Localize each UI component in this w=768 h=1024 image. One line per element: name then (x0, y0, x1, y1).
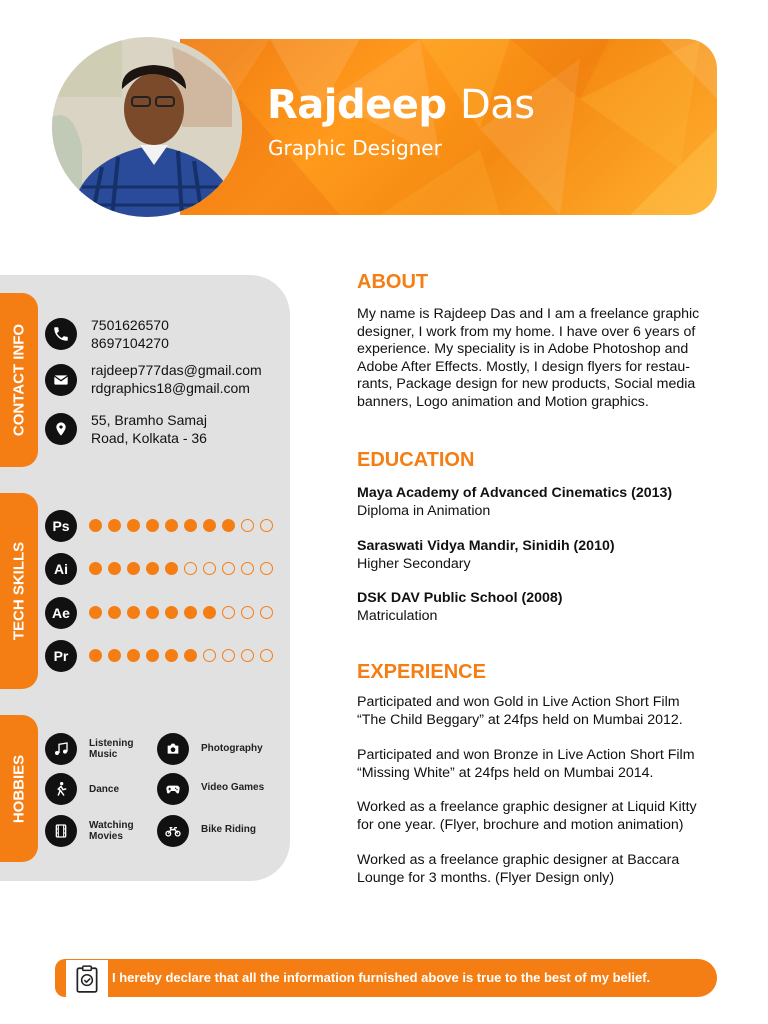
rating-dot-empty (203, 649, 216, 662)
rating-dot-filled (165, 649, 178, 662)
rating-dot-filled (165, 519, 178, 532)
experience-line: Participated and won Bronze in Live Action Short Film (357, 747, 695, 763)
contact-info-label: CONTACT INFO (10, 323, 28, 437)
hobby-label-line: Movies (89, 831, 123, 842)
hobbies-tab (0, 715, 38, 862)
hobby-label-line: Listening (89, 738, 134, 749)
education-item (357, 538, 737, 573)
job-title: Graphic Designer (268, 136, 442, 160)
skill-badge-ae: Ae (45, 597, 77, 629)
skill-rating-pr (89, 649, 273, 662)
phone-numbers (91, 316, 169, 352)
rating-dot-filled (222, 519, 235, 532)
email-2: rdgraphics18@gmail.com (91, 380, 250, 396)
experience-line: Worked as a freelance graphic designer at Liquid Kitty (357, 799, 697, 815)
rating-dot-empty (260, 562, 273, 575)
address-line-1: 55, Bramho Samaj (91, 412, 207, 428)
education-item (357, 485, 737, 520)
experience-heading: EXPERIENCE (357, 661, 486, 683)
rating-dot-empty (241, 606, 254, 619)
rating-dot-empty (222, 649, 235, 662)
hobby-bike-riding (201, 824, 256, 835)
experience-line: Worked as a freelance graphic designer at Baccara (357, 852, 680, 868)
experience-line: for one year. (Flyer, brochure and motion animation) (357, 816, 684, 833)
skill-badge-pr: Pr (45, 640, 77, 672)
about-line: rants, Package design for new products, Social media (357, 376, 696, 393)
about-line: designer, I work from my home. I have over 6 years of (357, 323, 696, 340)
rating-dot-filled (184, 606, 197, 619)
last-name: Das (459, 82, 535, 128)
about-line: My name is Rajdeep Das and I am a freelance graphic (357, 306, 700, 322)
rating-dot-empty (260, 606, 273, 619)
hobby-label-line: Dance (89, 784, 120, 795)
address (91, 411, 207, 447)
hobby-listening-music (89, 738, 133, 760)
mail-icon (45, 364, 77, 396)
education-heading: EDUCATION (357, 449, 475, 471)
about-text (357, 306, 737, 412)
dance-icon (45, 773, 77, 805)
person-name (267, 82, 535, 128)
clipboard-check-icon (66, 960, 108, 997)
experience-item (357, 799, 737, 834)
motorbike-icon (157, 815, 189, 847)
skill-badge-ps: Ps (45, 510, 77, 542)
rating-dot-filled (146, 562, 159, 575)
rating-dot-filled (108, 606, 121, 619)
hobby-label-line: Video Games (201, 782, 265, 793)
camera-icon (157, 733, 189, 765)
rating-dot-filled (89, 606, 102, 619)
experience-line: Participated and won Gold in Live Action Short Film (357, 694, 680, 710)
rating-dot-empty (260, 649, 273, 662)
hobbies-label: HOBBIES (10, 754, 28, 823)
hobby-label-line: Photography (201, 743, 263, 754)
rating-dot-filled (89, 649, 102, 662)
email-1: rajdeep777das@gmail.com (91, 362, 262, 378)
experience-item (357, 852, 737, 887)
hobby-dance (89, 784, 119, 795)
rating-dot-filled (89, 519, 102, 532)
phone-number-2: 8697104270 (91, 335, 169, 351)
rating-dot-filled (146, 519, 159, 532)
hobby-label-line: Music (89, 749, 118, 760)
profile-photo (52, 37, 242, 217)
music-note-icon (45, 733, 77, 765)
rating-dot-filled (108, 519, 121, 532)
rating-dot-empty (241, 519, 254, 532)
rating-dot-filled (203, 519, 216, 532)
declaration-text: I hereby declare that all the information furnished above is true to the best of my belief. (112, 970, 651, 985)
education-detail: Higher Secondary (357, 555, 471, 572)
rating-dot-empty (241, 649, 254, 662)
contact-info-tab (0, 293, 38, 467)
about-heading: ABOUT (357, 271, 429, 293)
rating-dot-filled (165, 562, 178, 575)
experience-line: “The Child Beggary” at 24fps held on Mumbai 2012. (357, 711, 683, 728)
rating-dot-filled (203, 606, 216, 619)
experience-item (357, 747, 737, 782)
location-pin-icon (45, 413, 77, 445)
tech-skills-label: TECH SKILLS (10, 541, 28, 641)
about-line: banners, Logo animation and Motion graphics. (357, 393, 649, 410)
skill-rating-ai (89, 562, 273, 575)
education-detail: Diploma in Animation (357, 502, 491, 519)
rating-dot-empty (241, 562, 254, 575)
rating-dot-filled (146, 649, 159, 662)
rating-dot-filled (165, 606, 178, 619)
rating-dot-filled (184, 519, 197, 532)
hobby-photography (201, 743, 263, 754)
rating-dot-filled (127, 606, 140, 619)
education-title: Maya Academy of Advanced Cinematics (2013) (357, 485, 673, 501)
rating-dot-filled (127, 649, 140, 662)
education-title: DSK DAV Public School (2008) (357, 590, 563, 606)
rating-dot-empty (260, 519, 273, 532)
rating-dot-filled (108, 649, 121, 662)
phone-number-1: 7501626570 (91, 317, 169, 333)
hobby-label-line: Bike Riding (201, 824, 257, 835)
skill-rating-ps (89, 519, 273, 532)
gamepad-icon (157, 773, 189, 805)
hobby-label-line: Watching (89, 820, 134, 831)
rating-dot-empty (222, 562, 235, 575)
rating-dot-filled (184, 649, 197, 662)
skill-badge-ai: Ai (45, 553, 77, 585)
phone-icon (45, 318, 77, 350)
experience-item (357, 694, 737, 729)
rating-dot-filled (146, 606, 159, 619)
experience-line: Lounge for 3 months. (Flyer Design only) (357, 869, 615, 886)
experience-line: “Missing White” at 24fps held on Mumbai 2014. (357, 764, 654, 781)
hobby-watching-movies (89, 820, 134, 842)
rating-dot-empty (203, 562, 216, 575)
rating-dot-empty (184, 562, 197, 575)
education-item (357, 590, 737, 625)
rating-dot-filled (108, 562, 121, 575)
first-name: Rajdeep (267, 82, 447, 128)
movie-icon (45, 815, 77, 847)
rating-dot-filled (127, 519, 140, 532)
skill-rating-ae (89, 606, 273, 619)
address-line-2: Road, Kolkata - 36 (91, 430, 207, 446)
rating-dot-filled (127, 562, 140, 575)
about-line: experience. My speciality is in Adobe Photoshop and (357, 341, 689, 358)
rating-dot-filled (89, 562, 102, 575)
tech-skills-tab (0, 493, 38, 689)
education-detail: Matriculation (357, 607, 438, 624)
rating-dot-empty (222, 606, 235, 619)
education-title: Saraswati Vidya Mandir, Sinidih (2010) (357, 538, 615, 554)
email-addresses (91, 361, 262, 397)
hobby-video-games (201, 782, 264, 793)
about-line: Adobe After Effects. Mostly, I design flyers for restau- (357, 358, 691, 375)
